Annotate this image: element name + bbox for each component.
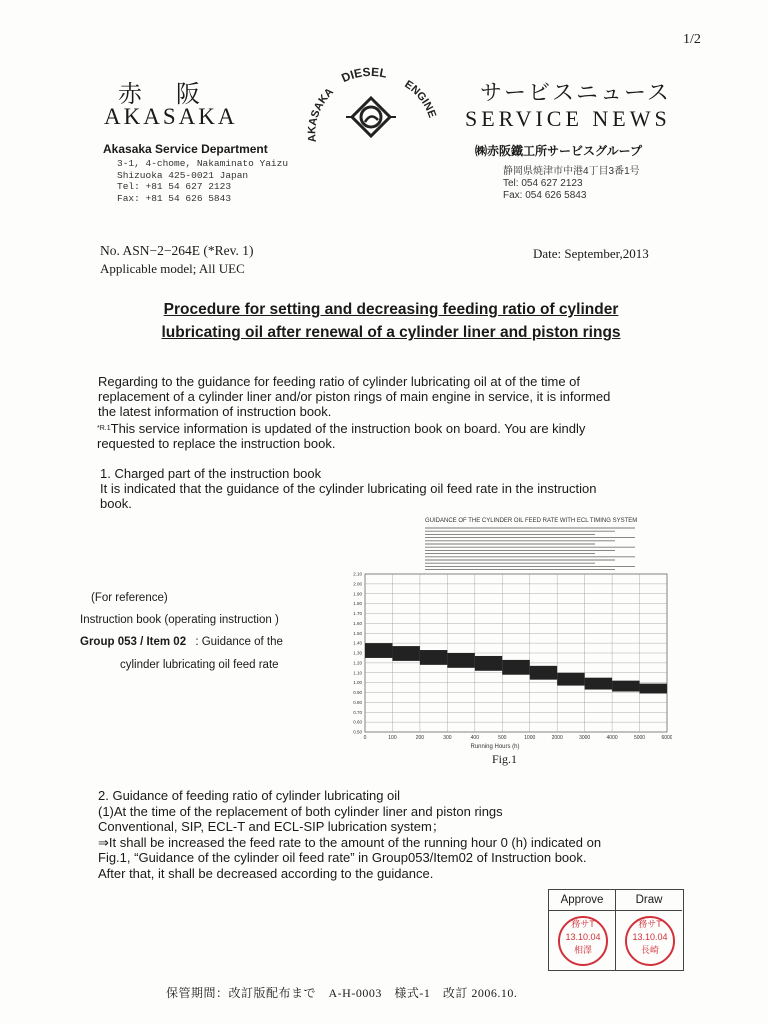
- x-tick-label: 400: [470, 735, 479, 741]
- figure-caption: Fig.1: [492, 752, 518, 766]
- company-name-jp: 赤 阪: [118, 82, 214, 108]
- approve-stamp: [558, 916, 608, 966]
- y-tick-label: 0.90: [353, 690, 362, 695]
- chart-notes: [425, 528, 635, 570]
- reference-desc-line2: cylinder lubricating oil feed rate: [120, 659, 279, 671]
- logo-arc-right: ENGINE: [402, 78, 439, 120]
- y-tick-label: 1.90: [353, 591, 362, 597]
- y-tick-label: 2.00: [353, 581, 362, 587]
- title-line: lubricating oil after renewal of a cylinder liner and piston rings: [161, 324, 621, 341]
- text-line: requested to replace the instruction book.: [97, 436, 336, 451]
- y-tick-label: 1.60: [353, 620, 362, 626]
- y-tick-label: 1.00: [353, 680, 362, 686]
- akasaka-diesel-logo: [286, 62, 456, 152]
- dept-address-en: [117, 158, 288, 204]
- tel-number: Tel: 054 627 2123: [503, 178, 583, 189]
- x-tick-label: 6000: [661, 735, 672, 741]
- svg-text:DIESEL: [339, 65, 388, 85]
- document-number: No. ASN−2−264E (*Rev. 1): [100, 243, 254, 258]
- stamp-name: 長崎: [640, 945, 659, 955]
- logo-emblem-icon: [346, 98, 396, 136]
- text-line: It is indicated that the guidance of the cylinder lubricating oil feed rate in the instruction: [100, 481, 597, 496]
- approve-header: Approve: [549, 890, 615, 911]
- chart-plot: [353, 572, 672, 742]
- document-date: Date: September,2013: [533, 246, 649, 261]
- y-tick-label: 0.60: [353, 719, 362, 725]
- feed-rate-band-step: [612, 681, 639, 692]
- feed-rate-band-step: [640, 684, 667, 694]
- section-heading: 2. Guidance of feeding ratio of cylinder lubricating oil: [98, 788, 401, 803]
- address-line: 3-1, 4-chome, Nakaminato Yaizu: [117, 158, 289, 169]
- applicable-model: Applicable model; All UEC: [100, 261, 245, 276]
- feed-rate-band-step: [475, 656, 502, 671]
- feed-rate-band-step: [420, 650, 447, 665]
- svg-text:ENGINE: [402, 78, 438, 119]
- dept-name-jp: ㈱赤阪鐵工所サービスグループ: [475, 144, 643, 158]
- reference-book: Instruction book (operating instruction ): [80, 614, 279, 626]
- y-tick-label: 1.40: [353, 640, 362, 646]
- y-tick-label: 0.80: [353, 699, 362, 705]
- y-tick-label: 1.20: [353, 660, 362, 666]
- stamp-date: 13.10.04: [565, 932, 601, 942]
- x-tick-label: 200: [415, 735, 425, 741]
- address-line: Shizuoka 425-0021 Japan: [117, 169, 249, 181]
- section-heading: 1. Charged part of the instruction book: [100, 466, 322, 481]
- x-tick-label: 100: [388, 735, 397, 741]
- stamp-date: 13.10.04: [632, 932, 668, 942]
- address-line: 静岡県焼津市中港4丁目3番1号: [503, 166, 640, 177]
- section-2: [98, 788, 668, 881]
- y-tick-label: 1.80: [353, 601, 362, 607]
- footer-form-info: 保管期間：改訂版配布まで A-H-0003 様式-1 改訂 2006.10.: [166, 986, 518, 1000]
- y-tick-label: 1.70: [353, 611, 362, 616]
- text-line: book.: [100, 496, 132, 511]
- feed-rate-band-step: [502, 660, 529, 675]
- section-1: [100, 466, 660, 511]
- service-news-jp: サービスニュース: [480, 80, 671, 105]
- y-tick-label: 1.10: [353, 670, 362, 676]
- intro-paragraph: [98, 374, 658, 419]
- y-tick-label: 2.10: [353, 571, 362, 577]
- reference-label: (For reference): [91, 592, 168, 604]
- feed-rate-band-step: [585, 678, 612, 690]
- y-tick-label: 1.30: [353, 650, 362, 656]
- y-tick-label: 0.50: [353, 729, 362, 735]
- x-tick-label: 300: [443, 735, 452, 741]
- y-tick-label: 0.70: [353, 709, 362, 715]
- logo-arc-left: AKASAKA: [306, 85, 337, 143]
- chart-inner-title: GUIDANCE OF THE CYLINDER OIL FEED RATE WITH ECL TIMING SYSTEM: [425, 518, 638, 524]
- dept-name-en: Akasaka Service Department: [103, 142, 268, 156]
- service-news-en: SERVICE NEWS: [465, 106, 671, 131]
- text-line: After that, it shall be decreased according to the guidance.: [98, 865, 434, 881]
- x-tick-label: 4000: [606, 735, 618, 741]
- x-tick-label: 2000: [551, 735, 563, 741]
- revision-paragraph: [97, 421, 657, 451]
- logo-arc-top: DIESEL: [339, 64, 389, 86]
- reference-group: [80, 636, 283, 648]
- stamp-dept: 務サT: [571, 919, 595, 929]
- page-number: 1/2: [683, 32, 701, 47]
- chart-xlabel: Running Hours (h): [470, 744, 520, 750]
- text-line: Conventional, SIP, ECL-T and ECL-SIP lubrication system；: [98, 819, 445, 834]
- feed-rate-band-step: [365, 643, 392, 658]
- text-line: Regarding to the guidance for feeding ratio of cylinder lubricating oil at of the time of: [98, 374, 581, 389]
- x-tick-label: 3000: [579, 735, 591, 741]
- group-item: Group 053 / Item 02: [80, 636, 187, 648]
- table-divider: [615, 890, 616, 970]
- stamp-dept: 務サT: [638, 919, 662, 929]
- fax-number: Fax: +81 54 626 5843: [117, 192, 232, 204]
- text-line: (1)At the time of the replacement of both cylinder liner and piston rings: [98, 803, 503, 819]
- x-tick-label: 5000: [633, 735, 646, 741]
- feed-rate-band-step: [447, 653, 474, 668]
- text-line: Fig.1, “Guidance of the cylinder oil feed rate” in Group053/Item02 of Instruction book.: [98, 850, 587, 865]
- x-tick-label: 1000: [524, 735, 536, 741]
- reference-desc: : Guidance of the: [195, 636, 283, 648]
- feed-rate-chart: [325, 512, 672, 752]
- x-tick-label: 500: [498, 735, 507, 741]
- text-line: replacement of a cylinder liner and/or piston rings of main engine in service, it is informed: [98, 389, 611, 404]
- title-line: Procedure for setting and decreasing feeding ratio of cylinder: [163, 301, 619, 318]
- text-line: ⇒It shall be increased the feed rate to the amount of the running hour 0 (h) indicated on: [98, 834, 602, 850]
- revision-mark: *R.1: [97, 425, 111, 432]
- company-name-en: AKASAKA: [104, 104, 238, 129]
- text-line: This service information is updated of the instruction book on board. You are kindly: [110, 421, 586, 436]
- stamp-name: 相澤: [573, 945, 592, 955]
- feed-rate-band-step: [557, 673, 584, 686]
- svg-text:AKASAKA: [306, 86, 336, 143]
- feed-rate-band-step: [530, 666, 557, 680]
- draw-header: Draw: [616, 890, 682, 911]
- y-tick-label: 1.50: [353, 630, 362, 636]
- feed-rate-band-step: [392, 646, 419, 661]
- approval-table: [548, 889, 684, 971]
- x-tick-label: 0: [363, 735, 367, 741]
- dept-address-jp: [503, 166, 640, 202]
- draw-stamp: [625, 916, 675, 966]
- tel-number: Tel: +81 54 627 2123: [117, 181, 232, 192]
- text-line: the latest information of instruction book.: [98, 404, 332, 419]
- document-title: [108, 298, 674, 344]
- fax-number: Fax: 054 626 5843: [503, 190, 587, 201]
